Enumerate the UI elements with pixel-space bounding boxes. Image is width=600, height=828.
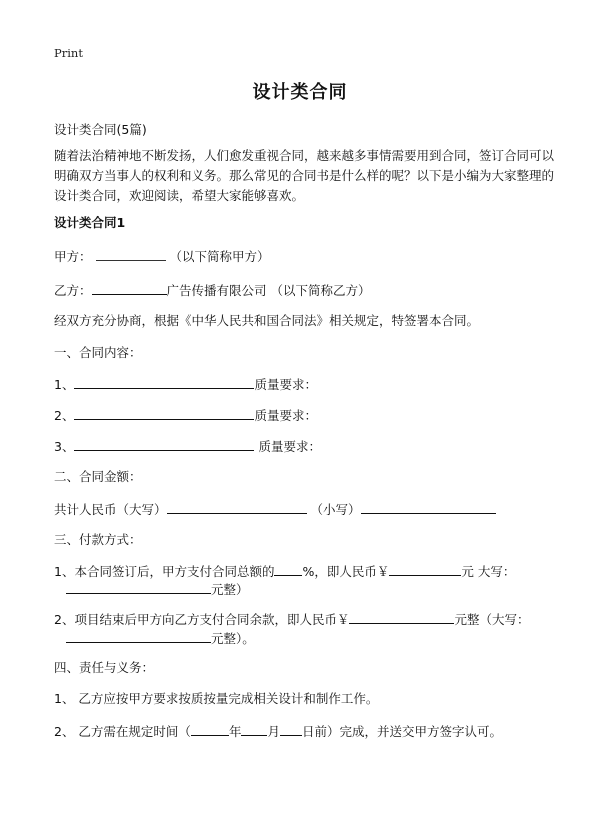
payment-item-2-uppercase-blank[interactable] [66, 629, 211, 643]
duties-month-blank[interactable] [241, 722, 267, 736]
amount-line [54, 500, 496, 519]
payment-percent-blank[interactable] [274, 562, 302, 576]
payment-item-1-text-c: 元 大写： [461, 564, 516, 579]
duties-item-2 [54, 722, 502, 741]
duties-heading: 四、责任与义务： [54, 660, 155, 675]
contents-item-1 [54, 375, 317, 394]
party-b-prefix: 乙方： [54, 283, 92, 298]
payment-item-1-line1 [54, 562, 515, 581]
contents-item-2-label: 质量要求： [254, 408, 317, 423]
payment-item-2-line1 [54, 610, 529, 629]
party-a-suffix: （以下简称甲方） [169, 249, 270, 264]
payment-item-2-amount-blank[interactable] [349, 610, 454, 624]
party-b-company: 广告传播有限公司 [166, 283, 267, 298]
duties-year-blank[interactable] [191, 722, 229, 736]
payment-item-2-text-b: 元整（大写： [454, 612, 530, 627]
amount-uppercase-blank[interactable] [167, 500, 307, 514]
contents-item-3-blank[interactable] [74, 437, 254, 451]
duties-month-label: 月 [267, 724, 280, 739]
payment-item-2-text-c: 元整）。 [211, 631, 255, 646]
party-b-blank[interactable] [92, 281, 167, 295]
document-subtitle: 设计类合同(5篇) [54, 122, 147, 137]
duties-day-blank[interactable] [280, 722, 302, 736]
amount-heading: 二、合同金额： [54, 469, 142, 484]
intro-paragraph: 随着法治精神地不断发扬，人们愈发重视合同，越来越多事情需要用到合同，签订合同可以明确双方当事人的权利和义务。那么常见的合同书是什么样的呢？以下是小编为大家整理的设计类合同，欢迎阅读，希望大家能够喜欢。 [54, 148, 555, 203]
contents-item-2-blank[interactable] [74, 406, 254, 420]
duties-item-1: 1、 乙方应按甲方要求按质按量完成相关设计和制作工作。 [54, 691, 379, 706]
party-a-prefix: 甲方： [54, 249, 92, 264]
contents-item-2 [54, 406, 317, 425]
contents-heading: 一、合同内容： [54, 345, 142, 360]
print-link[interactable]: Print [54, 46, 83, 60]
contents-item-2-num: 2、 [54, 408, 75, 423]
payment-item-1-text-b: %，即人民币￥ [302, 564, 390, 579]
amount-total-label: 共计人民币（大写） [54, 502, 167, 517]
party-b-line [54, 281, 371, 300]
amount-small-label: （小写） [310, 502, 361, 517]
contents-item-1-blank[interactable] [74, 375, 254, 389]
payment-item-2-line2 [54, 629, 255, 648]
payment-item-1-text-a: 1、本合同签订后，甲方支付合同总额的 [54, 564, 275, 579]
section1-title: 设计类合同1 [54, 215, 126, 230]
agreement-line: 经双方充分协商，根据《中华人民共和国合同法》相关规定，特签署本合同。 [54, 313, 480, 328]
payment-item-1-text-d: 元整） [211, 582, 249, 597]
party-a-line [54, 248, 270, 266]
duties-item-2-text-a: 2、 乙方需在规定时间（ [54, 724, 191, 739]
document-title: 设计类合同 [252, 82, 348, 103]
contents-item-1-label: 质量要求： [254, 377, 317, 392]
payment-item-1-line2 [54, 580, 249, 599]
duties-year-label: 年 [228, 724, 242, 739]
contents-item-3 [54, 437, 321, 456]
contents-item-3-num: 3、 [54, 439, 75, 454]
party-b-suffix: （以下简称乙方） [270, 283, 371, 298]
contents-item-3-label: 质量要求： [258, 439, 321, 454]
payment-item-2-text-a: 2、项目结束后甲方向乙方支付合同余款，即人民币￥ [54, 612, 350, 627]
amount-lowercase-blank[interactable] [361, 500, 496, 514]
contents-item-1-num: 1、 [54, 377, 75, 392]
payment-heading: 三、付款方式： [54, 532, 142, 547]
payment-item-1-uppercase-blank[interactable] [66, 580, 211, 594]
duties-day-label: 日前）完成，并送交甲方签字认可。 [301, 724, 502, 739]
payment-item-1-amount-blank[interactable] [389, 562, 461, 576]
party-a-blank[interactable] [96, 252, 166, 261]
